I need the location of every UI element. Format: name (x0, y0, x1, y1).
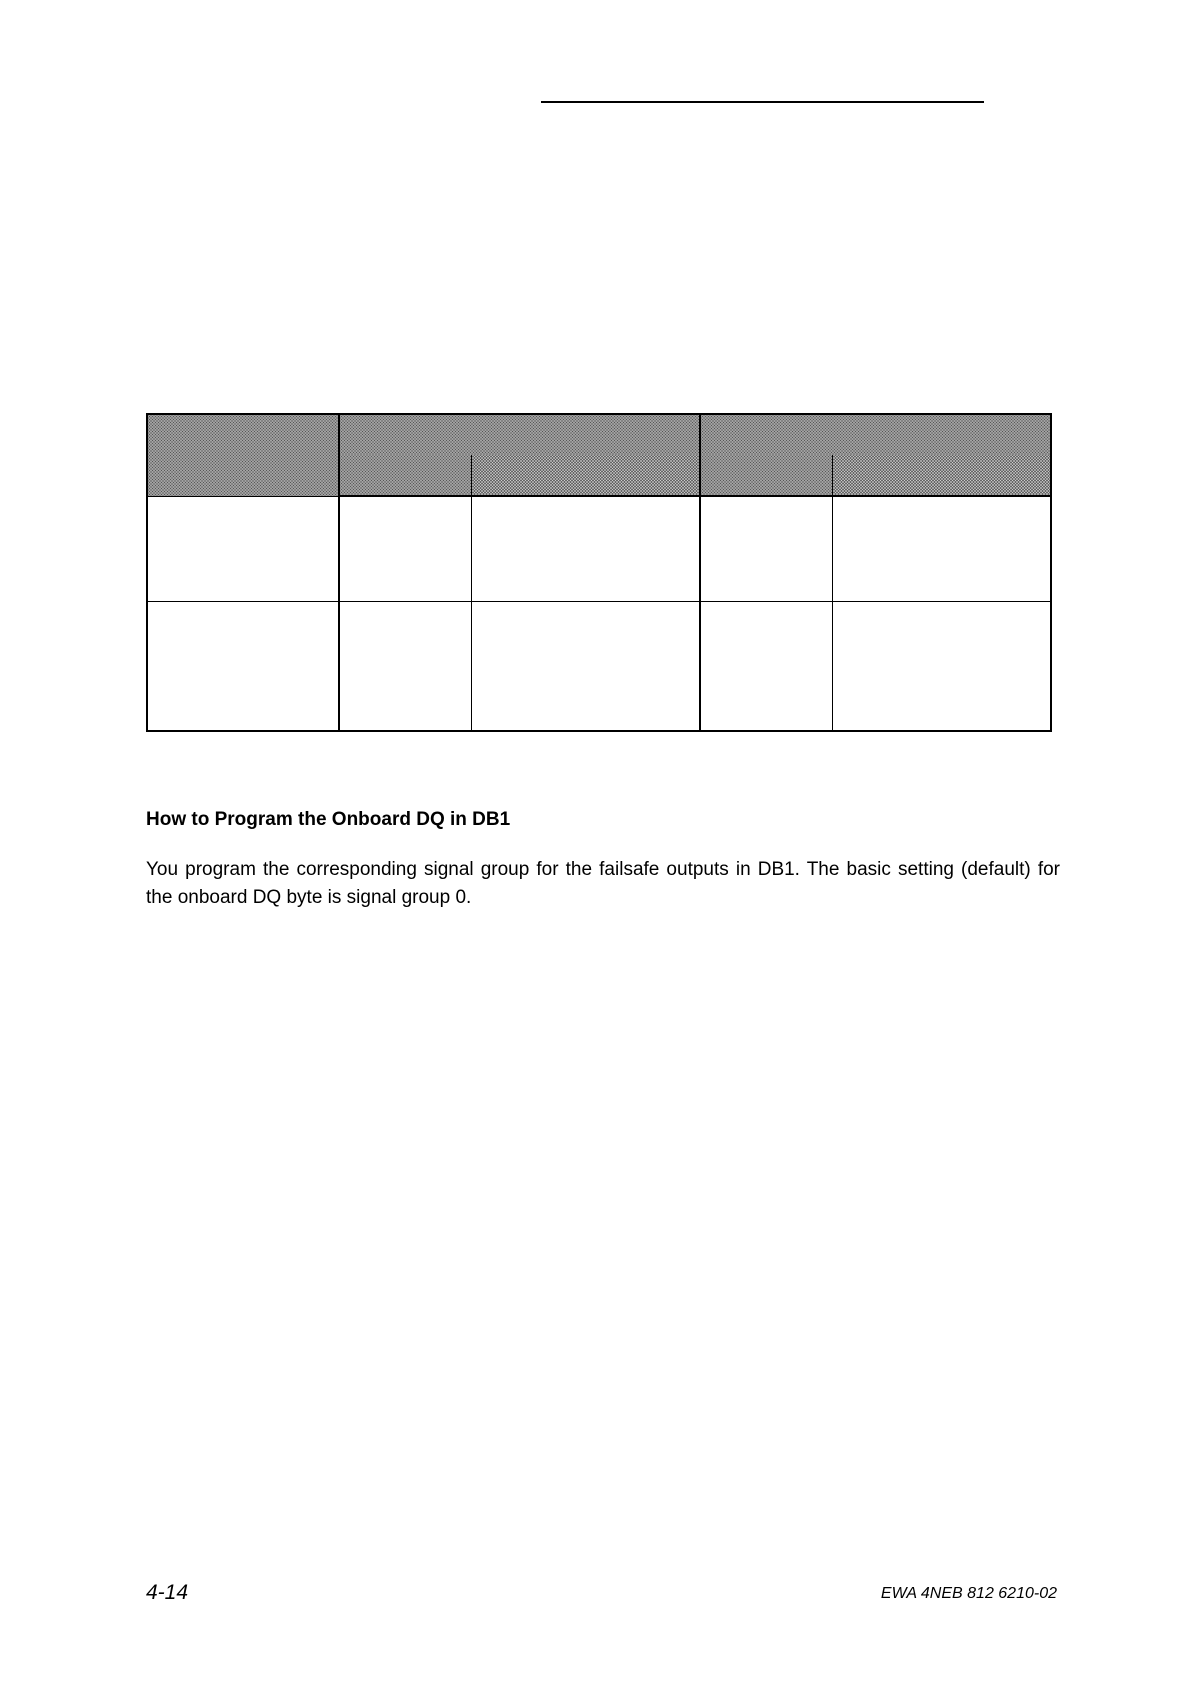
document-code: EWA 4NEB 812 6210-02 (880, 1585, 1057, 1602)
section-body: You program the corresponding signal group for the failsafe outputs in DB1. The basic setting (default) for the onboard DQ byte is signal group 0. (146, 859, 1060, 908)
table-cell (339, 602, 471, 732)
table-cell (700, 602, 832, 732)
header-rule (541, 101, 984, 103)
page-number: 4-14 (146, 1581, 189, 1604)
section-heading: How to Program the Onboard DQ in DB1 (146, 809, 511, 830)
table-row (147, 496, 1051, 602)
table-header-group-cell (700, 414, 1051, 455)
table-header-group-cell (339, 414, 700, 455)
table-cell (147, 602, 339, 732)
table-subheader-cell (471, 455, 700, 496)
table-header-row (147, 414, 1051, 455)
table-cell (471, 602, 700, 732)
table-row (147, 602, 1051, 732)
table-cell (832, 496, 1051, 602)
table-cell (471, 496, 700, 602)
table-subheader-cell (832, 455, 1051, 496)
table-subheader-cell (339, 455, 471, 496)
table-cell (700, 496, 832, 602)
table-cell (832, 602, 1051, 732)
table-subheader-cell (700, 455, 832, 496)
data-table (146, 413, 1052, 732)
table-header-cell (147, 414, 339, 496)
table-cell (339, 496, 471, 602)
table-cell (147, 496, 339, 602)
